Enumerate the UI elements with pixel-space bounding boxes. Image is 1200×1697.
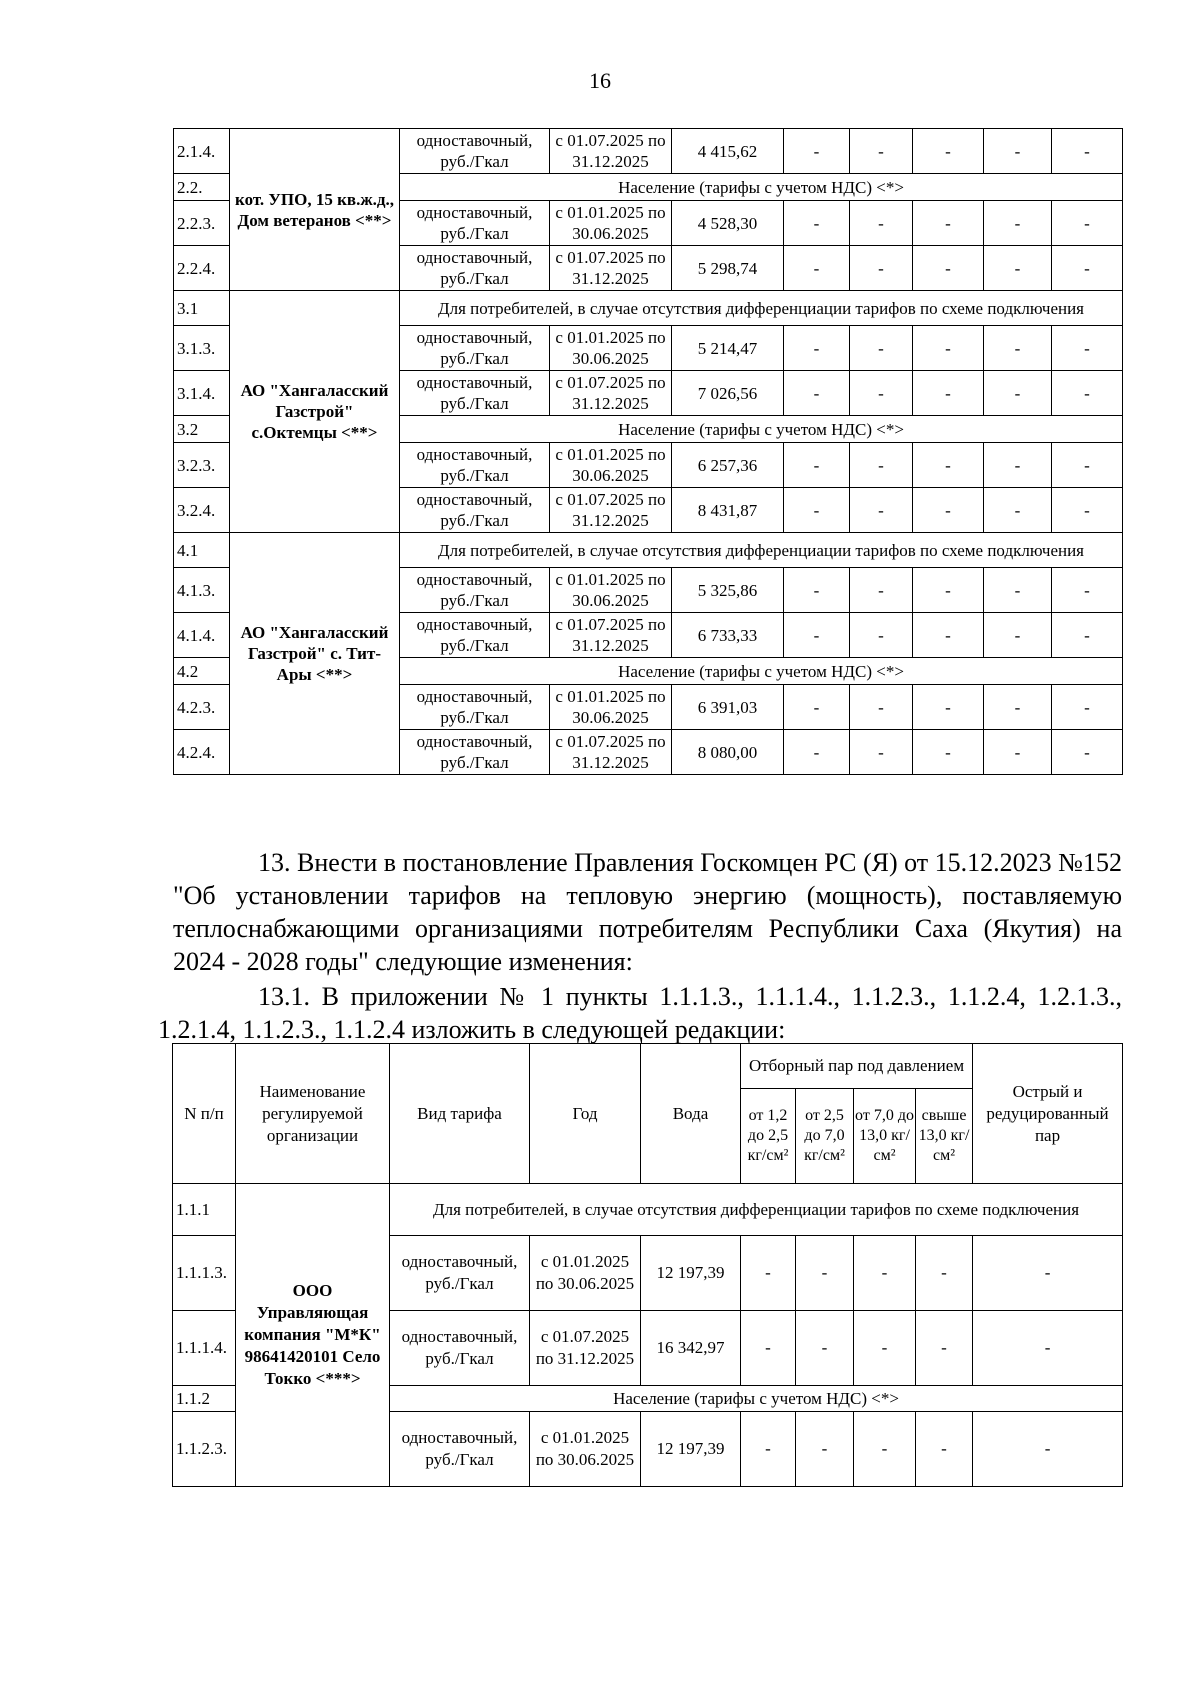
organization-name: АО "Хангаласский Газстрой" с. Тит-Ары <**> — [230, 533, 400, 775]
empty-cell: - — [984, 613, 1052, 658]
header-steam-1: от 1,2 до 2,5 кг/см² — [741, 1089, 796, 1184]
empty-cell: - — [913, 129, 984, 174]
tariff-period: с 01.01.2025 по 30.06.2025 — [550, 326, 672, 371]
category-label: Население (тарифы с учетом НДС) <*> — [400, 416, 1123, 443]
empty-cell: - — [784, 568, 850, 613]
empty-cell: - — [916, 1412, 973, 1487]
table-row — [174, 533, 1123, 568]
tariff-kind: одноставочный, руб./Гкал — [400, 326, 550, 371]
empty-cell: - — [850, 488, 913, 533]
empty-cell: - — [1052, 246, 1123, 291]
row-number: 3.2.4. — [174, 488, 230, 533]
tariff-kind: одноставочный, руб./Гкал — [400, 613, 550, 658]
empty-cell: - — [1052, 371, 1123, 416]
empty-cell: - — [984, 246, 1052, 291]
empty-cell: - — [913, 371, 984, 416]
empty-cell: - — [913, 488, 984, 533]
row-number: 3.1.4. — [174, 371, 230, 416]
row-number: 3.2 — [174, 416, 230, 443]
header-steam-group: Отборный пар под давлением — [741, 1044, 973, 1089]
tariff-value: 12 197,39 — [641, 1412, 741, 1487]
tariff-kind: одноставочный, руб./Гкал — [400, 201, 550, 246]
tariff-period: с 01.07.2025 по 31.12.2025 — [550, 129, 672, 174]
empty-cell: - — [784, 488, 850, 533]
tariff-period: с 01.01.2025 по 30.06.2025 — [530, 1236, 641, 1311]
empty-cell: - — [973, 1412, 1123, 1487]
empty-cell: - — [784, 326, 850, 371]
tariff-period: с 01.01.2025 по 30.06.2025 — [550, 201, 672, 246]
empty-cell: - — [784, 371, 850, 416]
tariff-value: 5 214,47 — [672, 326, 784, 371]
tariff-value: 5 298,74 — [672, 246, 784, 291]
tariff-period: с 01.01.2025 по 30.06.2025 — [530, 1412, 641, 1487]
empty-cell: - — [854, 1311, 916, 1386]
empty-cell: - — [854, 1412, 916, 1487]
header-kind: Вид тарифа — [390, 1044, 530, 1184]
row-number: 1.1.2.3. — [173, 1412, 236, 1487]
empty-cell: - — [1052, 568, 1123, 613]
organization-name: ООО Управляющая компания "М*К" 98641420101 Село Токко <***> — [236, 1184, 390, 1487]
empty-cell: - — [796, 1311, 854, 1386]
tariff-kind: одноставочный, руб./Гкал — [400, 685, 550, 730]
header-steam-3: от 7,0 до 13,0 кг/см² — [854, 1089, 916, 1184]
row-number: 4.1.4. — [174, 613, 230, 658]
tariff-period: с 01.07.2025 по 31.12.2025 — [550, 488, 672, 533]
empty-cell: - — [850, 568, 913, 613]
empty-cell: - — [784, 246, 850, 291]
empty-cell: - — [784, 730, 850, 775]
table-row — [173, 1184, 1123, 1236]
empty-cell: - — [913, 201, 984, 246]
category-label: Население (тарифы с учетом НДС) <*> — [400, 174, 1123, 201]
row-number: 4.2 — [174, 658, 230, 685]
tariff-period: с 01.01.2025 по 30.06.2025 — [550, 685, 672, 730]
header-water: Вода — [641, 1044, 741, 1184]
header-sharp-steam: Острый и редуцированный пар — [973, 1044, 1123, 1184]
header-steam-4: свыше 13,0 кг/см² — [916, 1089, 973, 1184]
empty-cell: - — [913, 443, 984, 488]
paragraph-13: 13. Внести в постановление Правления Госкомцен РС (Я) от 15.12.2023 №152 "Об установлении тарифов на тепловую энергию (мощность), поставляемую теплоснабжающими организациями потребителям Республики Саха (Якутия) на 2024 - 2028 годы" следующие изменения: — [173, 848, 1122, 976]
row-number: 1.1.1.3. — [173, 1236, 236, 1311]
tariff-period: с 01.07.2025 по 31.12.2025 — [550, 371, 672, 416]
empty-cell: - — [850, 326, 913, 371]
empty-cell: - — [1052, 201, 1123, 246]
empty-cell: - — [1052, 129, 1123, 174]
empty-cell: - — [741, 1412, 796, 1487]
empty-cell: - — [913, 613, 984, 658]
tariff-value: 6 391,03 — [672, 685, 784, 730]
empty-cell: - — [1052, 685, 1123, 730]
category-label: Для потребителей, в случае отсутствия дифференциации тарифов по схеме подключения — [400, 533, 1123, 568]
row-number: 3.1.3. — [174, 326, 230, 371]
empty-cell: - — [984, 201, 1052, 246]
empty-cell: - — [1052, 326, 1123, 371]
empty-cell: - — [796, 1412, 854, 1487]
category-label: Для потребителей, в случае отсутствия дифференциации тарифов по схеме подключения — [390, 1184, 1123, 1236]
row-number: 3.1 — [174, 291, 230, 326]
organization-name: АО "Хангаласский Газстрой" с.Октемцы <**> — [230, 291, 400, 533]
empty-cell: - — [984, 488, 1052, 533]
tariff-value: 8 431,87 — [672, 488, 784, 533]
empty-cell: - — [850, 730, 913, 775]
empty-cell: - — [741, 1311, 796, 1386]
table-row — [174, 129, 1123, 174]
tariff-table-new — [172, 1043, 1123, 1487]
tariff-value: 6 257,36 — [672, 443, 784, 488]
empty-cell: - — [1052, 488, 1123, 533]
tariff-table-continued — [173, 128, 1123, 775]
tariff-period: с 01.07.2025 по 31.12.2025 — [530, 1311, 641, 1386]
empty-cell: - — [1052, 730, 1123, 775]
empty-cell: - — [1052, 443, 1123, 488]
page-number: 16 — [589, 68, 611, 93]
tariff-period: с 01.07.2025 по 31.12.2025 — [550, 246, 672, 291]
empty-cell: - — [984, 443, 1052, 488]
row-number: 2.2. — [174, 174, 230, 201]
row-number: 4.2.4. — [174, 730, 230, 775]
empty-cell: - — [850, 443, 913, 488]
tariff-value: 6 733,33 — [672, 613, 784, 658]
tariff-period: с 01.07.2025 по 31.12.2025 — [550, 613, 672, 658]
empty-cell: - — [973, 1236, 1123, 1311]
empty-cell: - — [784, 201, 850, 246]
empty-cell: - — [913, 730, 984, 775]
category-label: Население (тарифы с учетом НДС) <*> — [400, 658, 1123, 685]
tariff-period: с 01.01.2025 по 30.06.2025 — [550, 443, 672, 488]
header-org: Наименование регулируемой организации — [236, 1044, 390, 1184]
empty-cell: - — [913, 568, 984, 613]
tariff-period: с 01.01.2025 по 30.06.2025 — [550, 568, 672, 613]
empty-cell: - — [984, 568, 1052, 613]
empty-cell: - — [854, 1236, 916, 1311]
empty-cell: - — [850, 201, 913, 246]
tariff-value: 12 197,39 — [641, 1236, 741, 1311]
empty-cell: - — [916, 1236, 973, 1311]
empty-cell: - — [984, 685, 1052, 730]
empty-cell: - — [850, 129, 913, 174]
tariff-value: 7 026,56 — [672, 371, 784, 416]
tariff-kind: одноставочный, руб./Гкал — [390, 1412, 530, 1487]
empty-cell: - — [850, 246, 913, 291]
empty-cell: - — [784, 685, 850, 730]
empty-cell: - — [850, 685, 913, 730]
empty-cell: - — [984, 129, 1052, 174]
tariff-value: 8 080,00 — [672, 730, 784, 775]
tariff-kind: одноставочный, руб./Гкал — [400, 568, 550, 613]
empty-cell: - — [984, 371, 1052, 416]
tariff-value: 4 528,30 — [672, 201, 784, 246]
row-number: 2.2.4. — [174, 246, 230, 291]
tariff-kind: одноставочный, руб./Гкал — [400, 443, 550, 488]
tariff-kind: одноставочный, руб./Гкал — [400, 129, 550, 174]
empty-cell: - — [913, 246, 984, 291]
empty-cell: - — [784, 443, 850, 488]
row-number: 1.1.1.4. — [173, 1311, 236, 1386]
empty-cell: - — [850, 371, 913, 416]
empty-cell: - — [796, 1236, 854, 1311]
empty-cell: - — [741, 1236, 796, 1311]
organization-name: кот. УПО, 15 кв.ж.д., Дом ветеранов <**> — [230, 129, 400, 291]
row-number: 2.1.4. — [174, 129, 230, 174]
tariff-kind: одноставочный, руб./Гкал — [400, 371, 550, 416]
empty-cell: - — [913, 685, 984, 730]
category-label: Для потребителей, в случае отсутствия дифференциации тарифов по схеме подключения — [400, 291, 1123, 326]
category-label: Население (тарифы с учетом НДС) <*> — [390, 1386, 1123, 1412]
empty-cell: - — [916, 1311, 973, 1386]
tariff-kind: одноставочный, руб./Гкал — [390, 1311, 530, 1386]
header-steam-2: от 2,5 до 7,0 кг/см² — [796, 1089, 854, 1184]
row-number: 1.1.1 — [173, 1184, 236, 1236]
tariff-value: 5 325,86 — [672, 568, 784, 613]
empty-cell: - — [784, 613, 850, 658]
empty-cell: - — [784, 129, 850, 174]
table-row — [174, 291, 1123, 326]
paragraph-13-1: 13.1. В приложении № 1 пункты 1.1.1.3., 1.1.1.4., 1.1.2.3., 1.1.2.4, 1.2.1.3., 1.2.1.4, 1.1.2.3., 1.1.2.4 изложить в следующей редакции: — [158, 982, 1122, 1044]
empty-cell: - — [1052, 613, 1123, 658]
tariff-value: 4 415,62 — [672, 129, 784, 174]
empty-cell: - — [984, 730, 1052, 775]
header-num: N п/п — [173, 1044, 236, 1184]
tariff-kind: одноставочный, руб./Гкал — [400, 488, 550, 533]
row-number: 3.2.3. — [174, 443, 230, 488]
empty-cell: - — [984, 326, 1052, 371]
empty-cell: - — [913, 326, 984, 371]
empty-cell: - — [850, 613, 913, 658]
row-number: 4.1 — [174, 533, 230, 568]
tariff-value: 16 342,97 — [641, 1311, 741, 1386]
tariff-kind: одноставочный, руб./Гкал — [390, 1236, 530, 1311]
header-year: Год — [530, 1044, 641, 1184]
row-number: 4.2.3. — [174, 685, 230, 730]
tariff-kind: одноставочный, руб./Гкал — [400, 246, 550, 291]
empty-cell: - — [973, 1311, 1123, 1386]
row-number: 2.2.3. — [174, 201, 230, 246]
row-number: 1.1.2 — [173, 1386, 236, 1412]
row-number: 4.1.3. — [174, 568, 230, 613]
tariff-kind: одноставочный, руб./Гкал — [400, 730, 550, 775]
tariff-period: с 01.07.2025 по 31.12.2025 — [550, 730, 672, 775]
